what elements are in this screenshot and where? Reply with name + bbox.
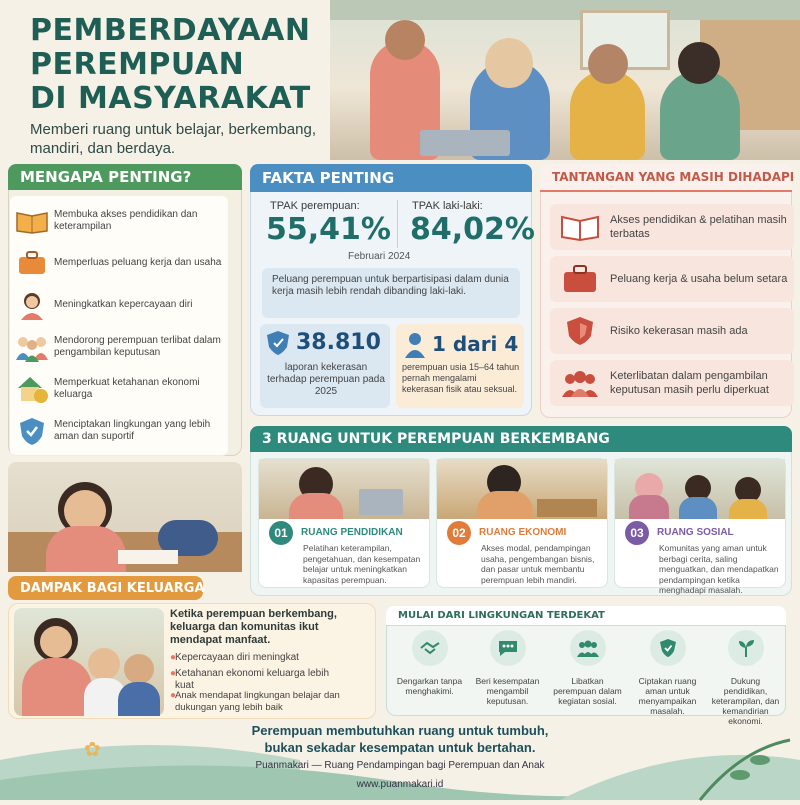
start-item: Libatkan perempuan dalam kegiatan sosial. [550, 630, 625, 706]
tpak-divider [397, 200, 398, 248]
book-icon [10, 201, 54, 241]
space-number: 02 [447, 521, 471, 545]
why-item: Meningkatkan kepercayaan diri [10, 280, 228, 330]
handshake-icon [412, 630, 448, 666]
space-card-economy [436, 458, 608, 588]
hero-photo [330, 0, 800, 160]
spaces-header: 3 RUANG UNTUK PEREMPUAN BERKEMBANG [250, 426, 792, 452]
start-item: Beri kesempatan mengambil keputusan. [470, 630, 545, 706]
tpak-male-label: TPAK laki-laki: [412, 200, 483, 212]
challenge-item: Risiko kekerasan masih ada [550, 308, 794, 354]
footer-url[interactable]: www.puanmakari.id [356, 779, 444, 790]
why-item: Memperluas peluang kerja dan usaha [10, 238, 228, 288]
shield-icon [266, 330, 290, 361]
house-icon [10, 369, 54, 409]
book-icon [550, 213, 610, 241]
page-subtitle: Memberi ruang untuk belajar, berkembang, mandiri, dan berdaya. [30, 121, 316, 157]
impact-item: Kepercayaan diri meningkat [175, 652, 299, 663]
challenge-item: Akses pendidikan & pelatihan masih terbatas [550, 204, 794, 250]
tpak-female-label: TPAK perempuan: [270, 200, 360, 212]
check-icon: ● [170, 690, 177, 701]
facts-note: Peluang perempuan untuk berpartisipasi dalam dunia kerja masih lebih rendah dibanding laki-laki. [262, 268, 520, 318]
challenges-header: TANTANGAN YANG MASIH DIHADAPI [540, 164, 792, 192]
briefcase-icon [550, 264, 610, 294]
space-text: Pelatihan keterampilan, pengetahuan, dan kesempatan belajar untuk meningkatkan kapasitas perempuan. [303, 543, 421, 585]
tpak-male-value: 84,02% [410, 212, 535, 247]
space-name: RUANG EKONOMI [479, 527, 567, 538]
shield-icon [650, 630, 686, 666]
violence-value: 38.810 [296, 330, 381, 355]
challenge-item: Peluang kerja & usaha belum setara [550, 256, 794, 302]
briefcase-icon [10, 243, 54, 283]
shield-icon [10, 411, 54, 451]
space-text: Akses modal, pendampingan usaha, pengembangan bisnis, dan pasar untuk membantu perempuan lebih mandiri. [481, 543, 595, 585]
start-header: MULAI DARI LINGKUNGAN TERDEKAT [386, 606, 786, 626]
shield-icon [550, 315, 610, 347]
page-title: PEMBERDAYAAN PEREMPUAN DI MASYARAKAT [30, 13, 311, 116]
woman-icon [404, 332, 426, 363]
facts-header: FAKTA PENTING [250, 164, 532, 192]
tpak-female-value: 55,41% [266, 212, 391, 247]
sprout-icon [728, 630, 764, 666]
why-item: Menciptakan lingkungan yang lebih aman dan suportif [10, 406, 228, 456]
footer-brand: Puanmakari — Ruang Pendampingan bagi Perempuan dan Anak [255, 760, 545, 771]
ratio-value: 1 dari 4 [432, 332, 519, 356]
why-item: Membuka akses pendidikan dan keterampilan [10, 196, 228, 246]
community-icon [570, 630, 606, 666]
why-header: MENGAPA PENTING? [8, 164, 242, 190]
footer-quote-1: Perempuan membutuhkan ruang untuk tumbuh, [251, 723, 549, 738]
space-name: RUANG PENDIDIKAN [301, 527, 403, 538]
impact-item: Anak mendapat lingkungan belajar dan dukungan yang lebih baik [175, 690, 340, 713]
why-item: Mendorong perempuan terlibat dalam pengambilan keputusan [10, 322, 228, 372]
space-number: 01 [269, 521, 293, 545]
violence-text: laporan kekerasan terhadap perempuan pada 2025 [267, 362, 385, 397]
flower-icon: ✿ [84, 739, 101, 761]
space-name: RUANG SOSIAL [657, 527, 734, 538]
economy-photo [437, 459, 607, 519]
footer-quote-2: bukan sekadar kesempatan untuk bertahan. [264, 740, 536, 755]
social-photo [615, 459, 785, 519]
start-item: Ciptakan ruang aman untuk menyampaikan masalah. [630, 630, 705, 716]
study-photo [8, 462, 242, 572]
check-icon: ● [170, 652, 177, 663]
space-text: Komunitas yang aman untuk berbagi cerita, saling menguatkan, dan mendapatkan pendampingan ketika menghadapi masalah. [659, 543, 779, 595]
why-item: Memperkuat ketahanan ekonomi keluarga [10, 364, 228, 414]
impact-item: Ketahanan ekonomi keluarga lebih kuat [175, 668, 329, 691]
facts-date: Februari 2024 [348, 251, 411, 262]
start-item: Dukung pendidikan, keterampilan, dan kemandirian ekonomi. [708, 630, 783, 726]
space-card-education [258, 458, 430, 588]
education-photo [259, 459, 429, 519]
impact-header: DAMPAK BAGI KELUARGA [8, 576, 203, 600]
people-icon [550, 369, 610, 397]
impact-lead: Ketika perempuan berkembang, keluarga dan komunitas ikut mendapat manfaat. [170, 608, 337, 646]
woman-icon [10, 285, 54, 325]
chat-icon [490, 630, 526, 666]
group-icon [10, 327, 54, 367]
challenge-item: Keterlibatan dalam pengambilan keputusan masih perlu diperkuat [550, 360, 794, 406]
space-number: 03 [625, 521, 649, 545]
space-card-social [614, 458, 786, 595]
family-photo [14, 608, 164, 716]
ratio-text: perempuan usia 15–64 tahun pernah mengalami kekerasan fisik atau seksual. [402, 362, 520, 394]
start-item: Dengarkan tanpa menghakimi. [392, 630, 467, 696]
check-icon: ● [170, 668, 177, 679]
